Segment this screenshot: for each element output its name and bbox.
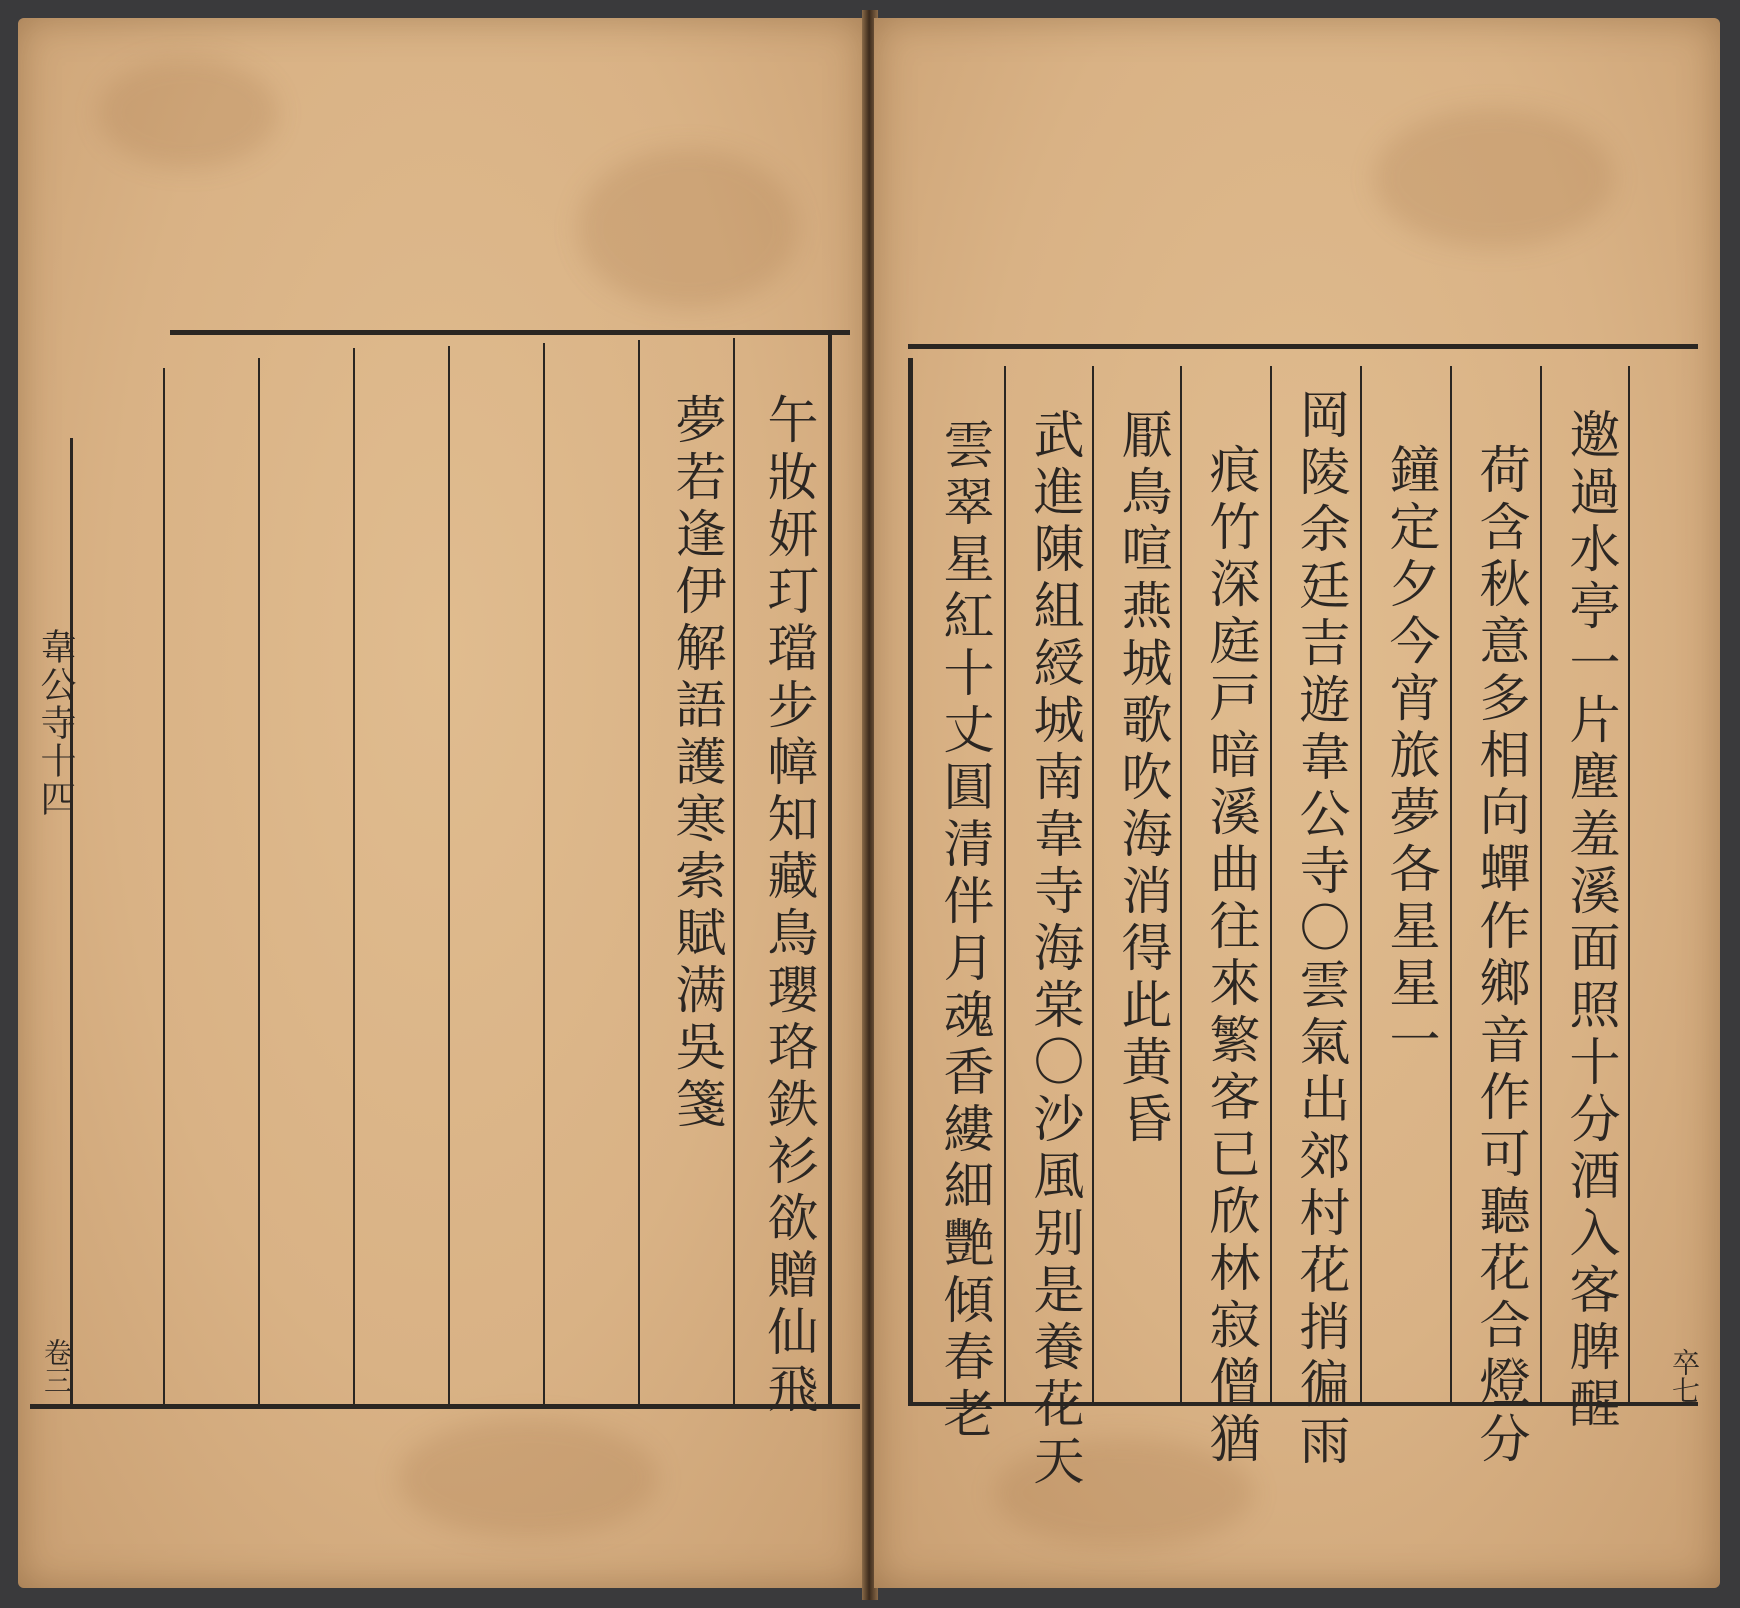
margin-title: 韋公寺十四 <box>35 628 76 818</box>
paper-stain <box>578 148 798 308</box>
column-divider <box>258 358 260 1404</box>
column-divider <box>1628 366 1630 1402</box>
left-page <box>18 18 866 1588</box>
column-divider <box>1092 366 1094 1402</box>
text-column: 鐘定夕今宵旅夢各星星一 <box>1380 443 1439 1070</box>
paper-stain <box>398 1418 658 1538</box>
column-divider <box>448 346 450 1404</box>
column-divider <box>353 348 355 1404</box>
text-column: 荷含秋意多相向蟬作鄉音作可聽花合燈分 <box>1470 443 1529 1469</box>
text-column: 岡陵余廷吉遊韋公寺〇雲氣出郊村花捎徧雨 <box>1290 388 1349 1471</box>
page-number: 卒七 <box>1668 1348 1701 1404</box>
text-column: 武進陳組綬城南韋寺海棠〇沙風别是養花天 <box>1024 408 1083 1491</box>
column-divider <box>1270 366 1272 1402</box>
left-border-rule <box>908 358 913 1404</box>
column-divider <box>543 343 545 1404</box>
top-border-rule <box>908 344 1698 349</box>
text-column: 雲翠星紅十丈圓清伴月魂香縷細艷傾春老 <box>934 418 993 1444</box>
top-border-rule <box>170 330 850 335</box>
column-divider <box>1360 366 1362 1402</box>
column-divider <box>163 368 165 1404</box>
text-column: 厭鳥喧燕城歌吹海消得此黄昏 <box>1112 408 1171 1149</box>
column-divider <box>1540 366 1542 1402</box>
right-border-rule <box>828 332 832 1406</box>
right-page <box>874 18 1720 1588</box>
paper-stain <box>1374 108 1614 248</box>
column-divider <box>1180 366 1182 1402</box>
juan-label: 卷三 <box>40 1338 73 1394</box>
text-column: 午妝妍玎璫步幛知藏鳥瓔珞鉄衫欲贈仙飛 <box>758 393 817 1419</box>
column-divider <box>1450 366 1452 1402</box>
fish-tail-rule <box>70 438 73 1404</box>
paper-stain <box>98 58 278 168</box>
text-column: 夢若逢伊解語護寒索賦满吳箋 <box>666 393 725 1134</box>
column-divider <box>638 340 640 1404</box>
column-divider <box>1004 366 1006 1402</box>
bottom-border-rule <box>30 1404 860 1409</box>
text-column: 邀過水亭一片塵羞溪面照十分酒入客脾醒 <box>1560 408 1619 1434</box>
text-column: 痕竹深庭戸暗溪曲往來繁客已欣林寂僧猶 <box>1200 443 1259 1469</box>
